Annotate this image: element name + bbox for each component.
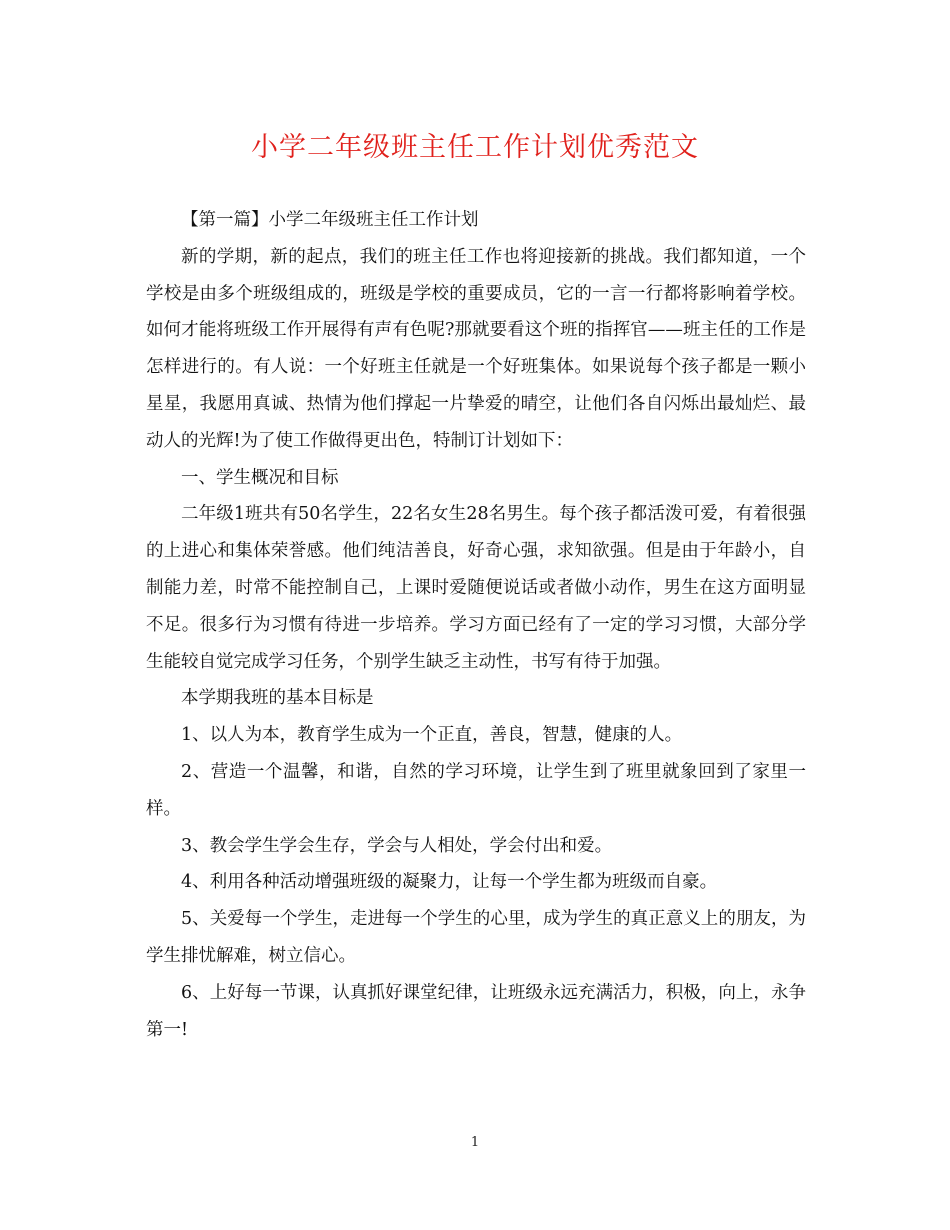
- goal-item-1: 1、以人为本，教育学生成为一个正直，善良，智慧，健康的人。: [181, 725, 683, 746]
- student-overview-paragraph: 二年级1班共有50名学生，22名女生28名男生。每个孩子都活泼可爱，有着很强的上进心和集体荣誉感。他们纯洁善良，好奇心强，求知欲强。但是由于年龄小，自制能力差，时常不能控制自己，上课时爱随便说话或者做小动作，男生在这方面明显不足。很多行为习惯有待进一步培养。学习方面已经有了一定的学习习惯，大部分学生能较自觉完成学习任务，个别学生缺乏主动性，书写有待于加强。: [146, 504, 806, 672]
- page-number: 1: [470, 1135, 480, 1150]
- goal-item-5: 5、关爱每一个学生，走进每一个学生的心里，成为学生的真正意义上的朋友，为学生排忧解难，树立信心。: [146, 909, 806, 966]
- goal-item-2: 2、营造一个温馨，和谐，自然的学习环境，让学生到了班里就象回到了家里一样。: [146, 761, 806, 819]
- goals-heading: 本学期我班的基本目标是: [181, 688, 374, 709]
- section-heading-student-overview: 一、学生概况和目标: [181, 467, 339, 488]
- section-heading-first-article: 【第一篇】小学二年级班主任工作计划: [181, 210, 479, 230]
- goal-item-6: 6、上好每一节课，认真抓好课堂纪律，让班级永远充满活力，积极，向上，永争第一!: [146, 982, 806, 1040]
- intro-paragraph: 新的学期，新的起点，我们的班主任工作也将迎接新的挑战。我们都知道，一个学校是由多个班级组成的，班级是学校的重要成员，它的一言一行都将影响着学校。如何才能将班级工作开展得有声有色呢?那就要看这个班的指挥官——班主任的工作是怎样进行的。有人说：一个好班主任就是一个好班集体。如果说每个孩子都是一颗小星星，我愿用真诚、热情为他们撑起一片挚爱的晴空，让他们各自闪烁出最灿烂、最动人的光辉!为了使工作做得更出色，特制订计划如下：: [146, 246, 806, 451]
- document-title: 小学二年级班主任工作计划优秀范文: [251, 132, 699, 163]
- goal-item-3: 3、教会学生学会生存，学会与人相处，学会付出和爱。: [181, 835, 613, 856]
- document-body: [146, 202, 806, 1048]
- goal-item-4: 4、利用各种活动增强班级的凝聚力，让每一个学生都为班级而自豪。: [181, 872, 718, 893]
